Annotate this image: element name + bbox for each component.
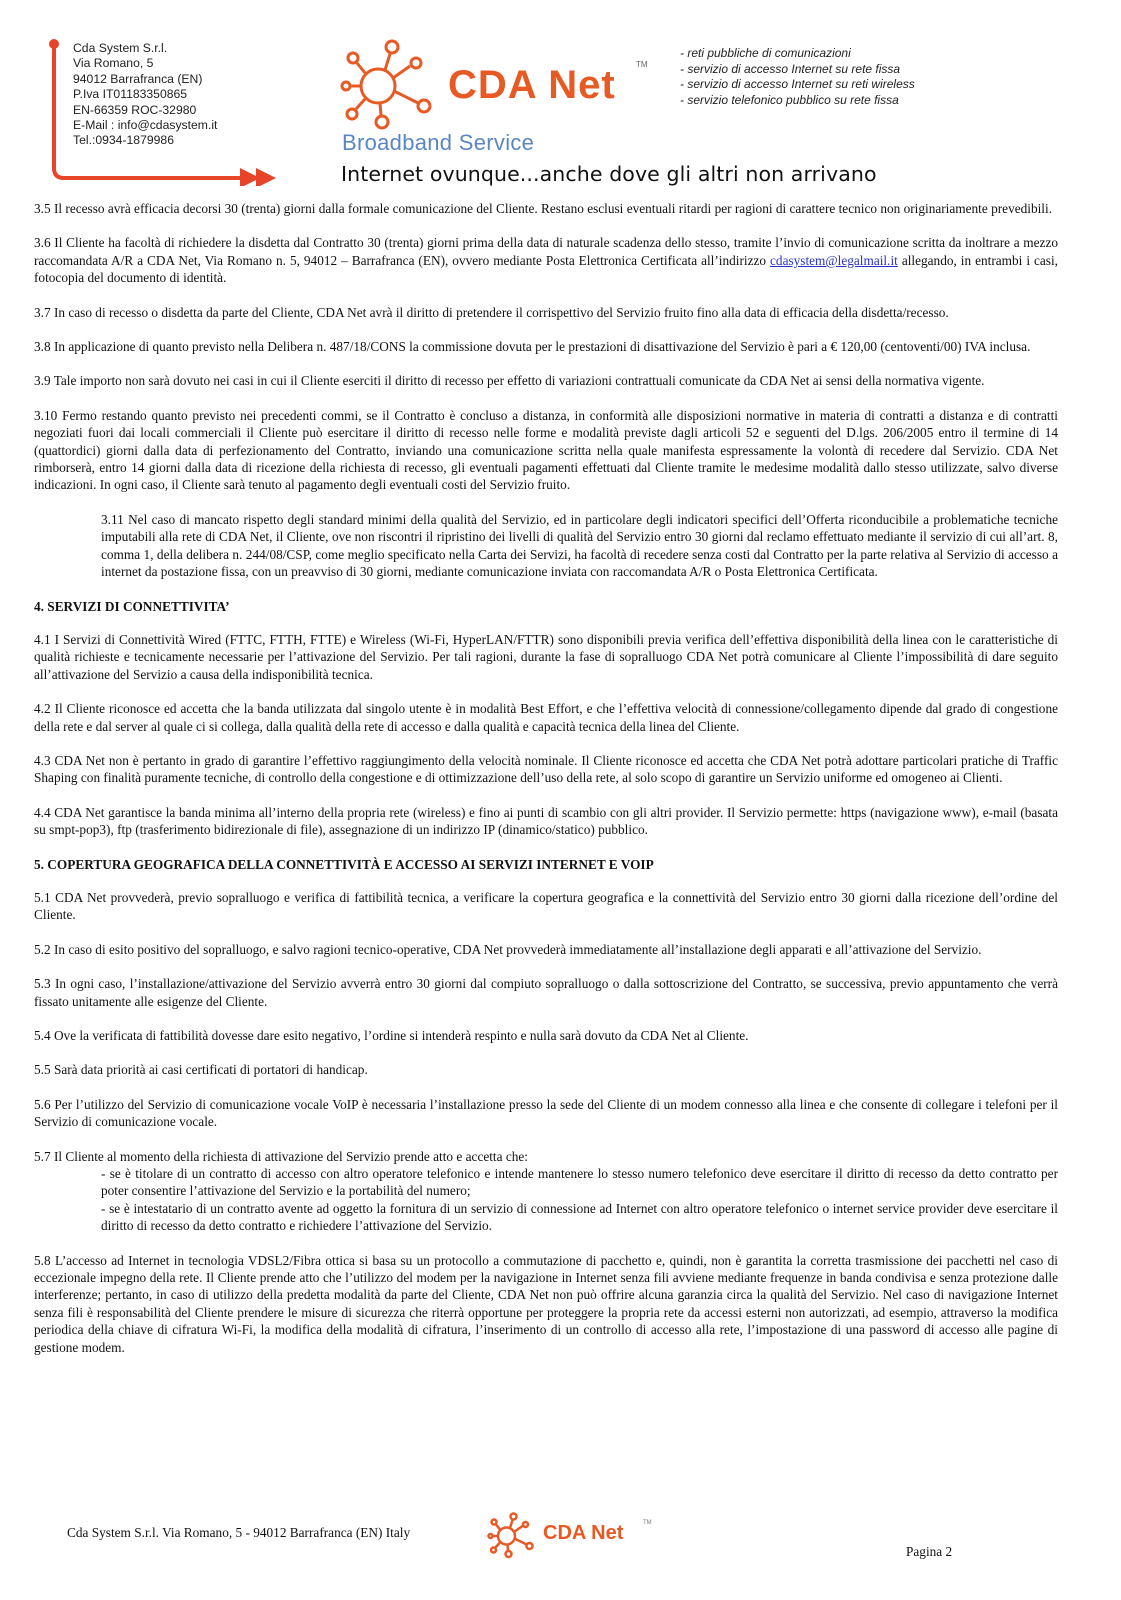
bullet-item: - se è titolare di un contratto di accesso con altro operatore telefonico e intende mantenere lo stesso numero telefonico deve esercitare il diritto di recesso da detto contratto per poter consentire l’attivazione del Servizio e la portabilità del numero; bbox=[101, 1166, 1058, 1199]
paragraph-5-6: 5.6 Per l’utilizzo del Servizio di comunicazione vocale VoIP è necessaria l’installazione presso la sede del Cliente di un modem connesso alla linea e che consente di collegare i telefoni per il Servizio di comunicazione vocale. bbox=[34, 1096, 1058, 1130]
trademark-mark: TM bbox=[636, 60, 648, 69]
paragraph-3-11: 3.11 Nel caso di mancato rispetto degli standard minimi della qualità del Servizio, ed in particolare degli indicatori specifici dell’Offerta riconducibile a problematiche tecniche imputabili alla rete di CDA Net, il Cliente, ove non riscontri il ripristino dei livelli di qualità del Servizio entro 30 giorni dal reclamo effettuato mediante il servizio di cui all’art. 8, comma 1, della delibera n. 244/08/CSP, come meglio specificato nella Carta dei Servizi, ha facoltà di recedere senza costi dal Contratto per la parte relativa al Servizio di accesso a internet da postazione fissa, con un preavviso di 30 giorni, mediante comunicazione inviata con raccomandata A/R o Posta Elettronica Certificata. bbox=[101, 511, 1058, 580]
paragraph-4-1: 4.1 I Servizi di Connettività Wired (FTTC, FTTH, FTTE) e Wireless (Wi-Fi, HyperLAN/FTTR) sono disponibili previa verifica dell’effettiva disponibilità della linea con le caratteristiche di qualità richieste e tecnicamente necessarie per l’attivazione del Servizio. Per tali ragioni, durante la fase di sopralluogo CDA Net potrà comunicare al Cliente l’impossibilità di dare seguito all’attivazione del Servizio a causa della indisponibilità tecnica. bbox=[34, 631, 1058, 682]
company-vat: P.Iva IT01183350865 bbox=[73, 87, 188, 102]
paragraph-3-7: 3.7 In caso di recesso o disdetta da parte del Cliente, CDA Net avrà il diritto di pretendere il corrispettivo del Servizio fruito fino alla data di efficacia della disdetta/recesso. bbox=[34, 304, 949, 320]
tagline: Internet ovunque...anche dove gli altri non arrivano bbox=[341, 162, 877, 186]
footer-logo-icon bbox=[487, 1511, 543, 1561]
paragraph-5-3: 5.3 In ogni caso, l’installazione/attivazione del Servizio avverrà entro 30 giorni dal compiuto sopralluogo o dalla sottoscrizione del Contratto, se successiva, previo appuntamento che verrà fissato unitamente alle esigenze del Cliente. bbox=[34, 976, 1058, 1009]
service-item: - servizio di accesso Internet su rete fissa bbox=[680, 61, 901, 76]
paragraph-3-6-tail: allegando, in entrambi i casi, fotocopia del documento di identità. bbox=[34, 252, 1058, 286]
company-registry: EN-66359 ROC-32980 bbox=[73, 102, 197, 117]
broadband-subtitle: Broadband Service bbox=[342, 130, 535, 155]
service-item: - reti pubbliche di comunicazioni bbox=[680, 46, 851, 60]
company-city: 94012 Barrafranca (EN) bbox=[73, 71, 203, 86]
services-list bbox=[680, 46, 915, 108]
paragraph-3-5: 3.5 Il recesso avrà efficacia decorsi 30 (trenta) giorni dalla formale comunicazione del Cliente. Restano esclusi eventuali ritardi per ragioni di carattere tecnico non originariamente prevedibili. bbox=[34, 201, 1053, 216]
paragraph-5-1: 5.1 CDA Net provvederà, previo sopralluogo e verifica di fattibilità tecnica, a verificare la copertura geografica e la connettività del Servizio entro 30 giorni dalla ricezione dell’ordine del Cliente. bbox=[34, 889, 1058, 923]
paragraph-5-4: 5.4 Ove la verificata di fattibilità dovesse dare esito negativo, l’ordine si intenderà respinto e nulla sarà dovuto da CDA Net al Cliente. bbox=[34, 1028, 749, 1043]
footer-brand-name: CDA Net bbox=[543, 1522, 624, 1544]
paragraph-4-2: 4.2 Il Cliente riconosce ed accetta che la banda utilizzata dal singolo utente è in modalità Best Effort, e che l’effettiva velocità di connessione/collegamento dipende dal grado di congestione della rete e dal server al quale ci si collega, dalla qualità della rete di accesso e dalla qualità e capacità tecnica della linea del Cliente. bbox=[34, 701, 1058, 734]
brand-name: CDA Net bbox=[448, 63, 616, 107]
service-item: - servizio di accesso Internet su reti wireless bbox=[680, 77, 915, 92]
paragraph-3-6 bbox=[34, 234, 1058, 286]
paragraph-5-8: 5.8 L’accesso ad Internet in tecnologia VDSL2/Fibra ottica si basa su un protocollo a commutazione di pacchetto e, quindi, non è garantita la corretta trasmissione dei pacchetti nel caso di eccezionale impegno della rete. Il Cliente prende atto che l’utilizzo del modem per la navigazione in Internet senza fili avviene mediante frequenze in banda condivisa e senza protezione dalle interferenze; pertanto, in caso di utilizzo della predetta modalità da parte del Cliente, CDA Net non può offrire alcuna garanzia circa la qualità del Servizio. Nel caso di navigazione Internet senza fili è responsabilità del Cliente prendere le misure di sicurezza che riterrà opportune per proteggere la propria rete da accessi esterni non autorizzati, ad esempio, attraverso la modifica periodica della chiave di cifratura Wi-Fi, la modifica della modalità di cifratura, l’inserimento di un controllo di accesso alla rete, l’impostazione di una password di accesso alle pagine di gestione modem. bbox=[34, 1252, 1058, 1355]
paragraph-3-10: 3.10 Fermo restando quanto previsto nei precedenti commi, se il Contratto è concluso a distanza, in conformità alle disposizioni normative in materia di contratti a distanza e di contratti negoziati fuori dai locali commerciali il Cliente può esercitare il diritto di recesso nelle forme e modalità previste dagli articoli 52 e seguenti del D.lgs. 206/2005 entro il termine di 14 (quattordici) giorni dalla data di perfezionamento del Contratto, inviando una comunicazione scritta nella quale manifesta espressamente la volontà di recedere dal Servizio. CDA Net rimborserà, entro 14 giorni dalla data di ricezione della richiesta di recesso, gli eventuali pagamenti effettuati dal Cliente tramite le medesime modalità dallo stesso utilizzate, salvo diverse indicazioni. In ogni caso, il Cliente sarà tenuto al pagamento degli eventuali costi del Servizio fruito. bbox=[34, 407, 1058, 493]
paragraph-4-4: 4.4 CDA Net garantisce la banda minima all’interno della propria rete (wireless) e fino ai punti di scambio con gli altri provider. Il Servizio permette: https (navigazione www), e-mail (basata su smpt-pop3), ftp (trasferimento bidirezionale di file), assegnazione di un indirizzo IP (dinamico/statico) pubblico. bbox=[34, 804, 1058, 838]
paragraph-5-7 bbox=[34, 1148, 1058, 1235]
company-info bbox=[73, 41, 217, 149]
company-street: Via Romano, 5 bbox=[73, 56, 154, 71]
section-4-heading: 4. SERVIZI DI CONNETTIVITA’ bbox=[34, 598, 230, 614]
section-5-heading: 5. COPERTURA GEOGRAFICA DELLA CONNETTIVITÀ E ACCESSO AI SERVIZI INTERNET E VOIP bbox=[34, 856, 654, 872]
paragraph-5-2: 5.2 In caso di esito positivo del sopralluogo, e salvo ragioni tecnico-operative, CDA Net provvederà immediatamente all’installazione degli apparati e all’attivazione del Servizio. bbox=[34, 941, 982, 957]
footer-address: Cda System S.r.l. Via Romano, 5 - 94012 Barrafranca (EN) Italy bbox=[67, 1525, 411, 1540]
document-body bbox=[34, 200, 1058, 1373]
paragraph-4-3: 4.3 CDA Net non è pertanto in grado di garantire l’effettivo raggiungimento della velocità nominale. Il Cliente riconosce ed accetta che CDA Net potrà adottare particolari pratiche di Traffic Shaping con finalità puramente tecniche, di controllo della congestione e di ottimizzazione dell’uso della rete, al solo scopo di garantire un Servizio uniforme ed omogeneo ai Clienti. bbox=[34, 752, 1058, 786]
footer-trademark: TM bbox=[643, 1520, 652, 1526]
bullet-item: - se è intestatario di un contratto avente ad oggetto la fornitura di un servizio di connessione ad Internet con altro operatore telefonico o internet service provider deve esercitare il diritto di recesso da detto contratto e richiedere l’attivazione del Servizio. bbox=[101, 1200, 1058, 1234]
company-phone: Tel.:0934-1879986 bbox=[73, 133, 174, 148]
paragraph-5-5: 5.5 Sarà data priorità ai casi certificati di portatori di handicap. bbox=[34, 1062, 368, 1078]
paragraph-3-9: 3.9 Tale importo non sarà dovuto nei casi in cui il Cliente eserciti il diritto di recesso per effetto di variazioni contrattuali comunicate da CDA Net ai sensi della normativa vigente. bbox=[34, 373, 985, 389]
company-name: Cda System S.r.l. bbox=[73, 41, 168, 55]
service-item: - servizio telefonico pubblico su rete fissa bbox=[680, 92, 899, 107]
paragraph-5-7-intro: 5.7 Il Cliente al momento della richiesta di attivazione del Servizio prende atto e accetta che: bbox=[34, 1148, 529, 1164]
paragraph-3-6-text: 3.6 Il Cliente ha facoltà di richiedere la disdetta dal Contratto 30 (trenta) giorni prima della data di naturale scadenza dello stesso, tramite l’invio di comunicazione scritta da inoltrare a mezzo raccomandata A/R a CDA Net, Via Romano n. 5, 94012 – Barrafranca (EN), ovvero mediante Posta Elettronica Certificata all’indirizzo bbox=[34, 235, 1058, 268]
paragraph-3-8: 3.8 In applicazione di quanto previsto nella Delibera n. 487/18/CONS la commissione dovuta per le prestazioni di disattivazione del Servizio è pari a € 120,00 (centoventi/00) IVA inclusa. bbox=[34, 339, 1031, 355]
pec-email-link[interactable]: cdasystem@legalmail.it bbox=[770, 252, 898, 268]
company-email: E-Mail : info@cdasystem.it bbox=[73, 118, 218, 133]
page-number: Pagina 2 bbox=[906, 1544, 953, 1559]
network-nodes-logo-icon bbox=[340, 36, 450, 136]
